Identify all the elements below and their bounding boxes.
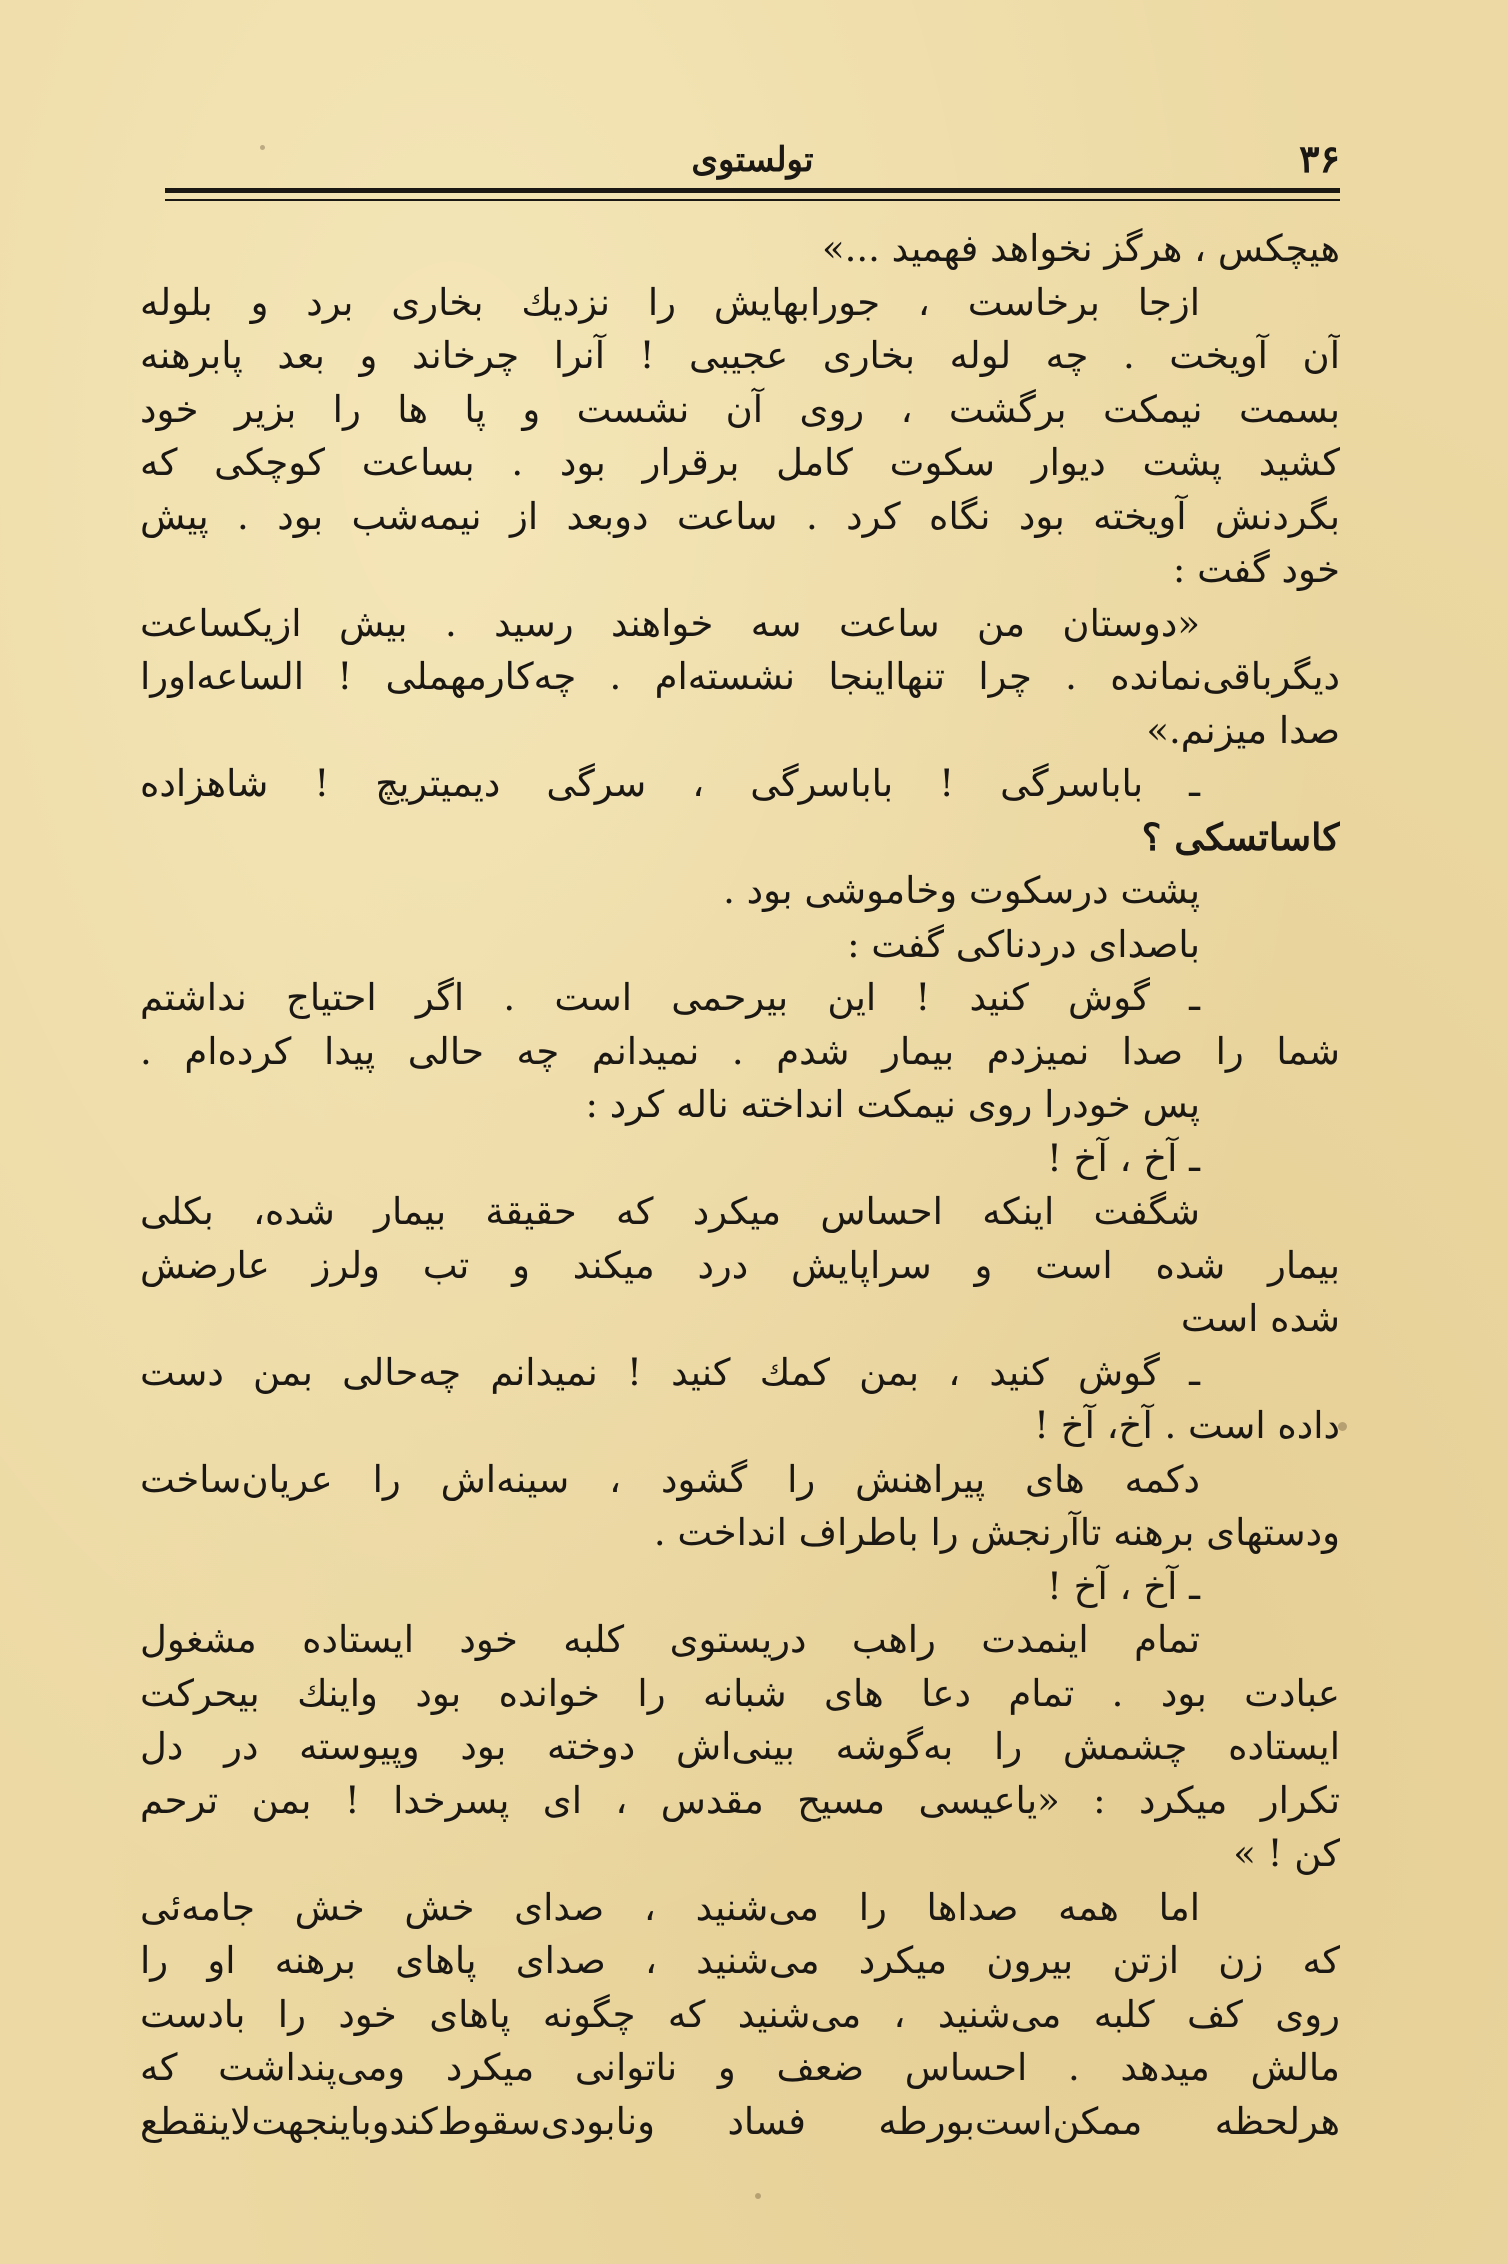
text-line: اما همه صداها را می‌شنید ، صدای خش خش جامه‌ئی <box>140 1885 1200 1929</box>
text-line: عبادت بود . تمام دعا های شبانه را خوانده بود واینك بیحرکت <box>140 1671 1340 1715</box>
text-line: ـ گوش کنید ، بمن کمك کنید ! نمیدانم چه‌حالی بمن دست <box>140 1350 1200 1394</box>
text-line: دکمه های پیراهنش را گشود ، سینه‌اش را عریان‌ساخت <box>140 1457 1200 1501</box>
header-rule-thick <box>165 188 1340 193</box>
text-line: ـ آخ ، آخ ! <box>1046 1564 1200 1608</box>
text-line: تمام اینمدت راهب دریستوی کلبه خود ایستاده مشغول <box>140 1618 1200 1661</box>
text-line: صدا میزنم.» <box>1146 708 1340 752</box>
text-line: ـ آخ ، آخ ! <box>1046 1136 1200 1180</box>
text-line: هیچکس ، هرگز نخواهد فهمید ...» <box>821 227 1340 270</box>
page-number: ۳۶ <box>1299 136 1340 181</box>
paper-speck <box>755 2193 761 2199</box>
text-line: تکرار میکرد : «یاعیسی مسیح مقدس ، ای پسرخدا ! بمن ترحم <box>140 1778 1340 1822</box>
body-text <box>140 222 1340 2148</box>
text-line: بگردنش آویخته بود نگاه کرد . ساعت دوبعد از نیمه‌شب بود . پیش <box>140 494 1340 538</box>
text-line: کشید پشت دیوار سکوت کامل برقرار بود . بساعت کوچکی که <box>140 441 1340 484</box>
text-line: آن آویخت . چه لوله بخاری عجیبی ! آنرا چرخاند و بعد پابرهنه <box>140 334 1340 377</box>
text-line: کاساتسکی ؟ <box>1141 814 1340 859</box>
text-line: ـ گوش کنید ! این بیرحمی است . اگر احتیاج نداشتم <box>140 976 1200 1019</box>
text-line: ازجا برخاست ، جورابهایش را نزدیك بخاری برد و بلوله <box>140 280 1200 324</box>
text-line: که زن ازتن بیرون میکرد می‌شنید ، صدای پاهای برهنه او را <box>140 1939 1340 1982</box>
text-line: ـ باباسرگی ! باباسرگی ، سرگی دیمیتریچ ! شاهزاده <box>140 762 1200 805</box>
text-line: «دوستان من ساعت سه خواهند رسید . بیش ازیکساعت <box>140 601 1200 645</box>
text-line: کن ! » <box>1233 1832 1340 1875</box>
text-line: روی کف کلبه می‌شنید ، می‌شنید که چگونه پاهای خود را بادست <box>140 1992 1340 2036</box>
text-line: دیگرباقی‌نمانده . چرا تنهااینجا نشسته‌ام . چه‌کارمهملی ! الساعه‌اورا <box>140 655 1340 698</box>
text-line: داده است . آخ، آخ ! <box>1034 1404 1340 1447</box>
text-line: بسمت نیمکت برگشت ، روی آن نشست و پا ها را بزیر خود <box>140 387 1340 431</box>
text-line: ودستهای برهنه تاآرنجش را باطراف انداخت . <box>653 1511 1340 1554</box>
text-line: ایستاده چشمش را به‌گوشه بینی‌اش دوخته بود وپیوسته در دل <box>140 1725 1340 1768</box>
text-line: شما را صدا نمیزدم بیمار شدم . نمیدانم چه حالی پیدا کرده‌ام . <box>140 1029 1340 1073</box>
text-line: شگفت اینکه احساس میکرد که حقیقة بیمار شده، بکلی <box>140 1190 1200 1233</box>
text-line: پشت درسکوت وخاموشی بود . <box>723 869 1200 912</box>
text-line: پس خودرا روی نیمکت انداخته ناله کرد : <box>585 1083 1200 1126</box>
paper-speck <box>260 145 265 150</box>
text-line: شده است <box>1180 1297 1340 1340</box>
header-rule-thin <box>165 199 1340 201</box>
page-header <box>165 118 1340 188</box>
text-line: باصدای دردناکی گفت : <box>847 922 1200 966</box>
text-line: مالش میدهد . احساس ضعف و ناتوانی میکرد ومی‌پنداشت که <box>140 2046 1340 2089</box>
text-line: هرلحظه ممکن‌است‌بورطه فساد ونابودی‌سقوط‌کندوباینجهت‌لاینقطع <box>140 2099 1340 2143</box>
running-title: تولستوی <box>691 140 814 180</box>
paper-speck <box>1338 1422 1347 1431</box>
text-line: بیمار شده است و سراپایش درد میکند و تب ولرز عارضش <box>140 1243 1340 1287</box>
text-line: خود گفت : <box>1172 548 1340 591</box>
